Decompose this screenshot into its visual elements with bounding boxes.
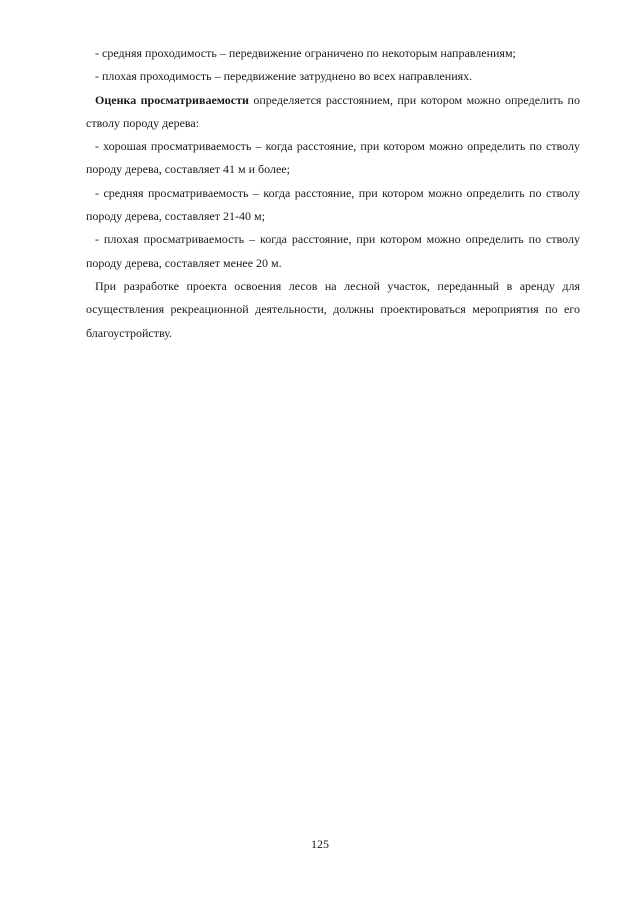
paragraph-poor-visibility: - плохая просматриваемость – когда расстояние, при котором можно определить по стволу породу дерева, составляет менее 20 м.: [86, 232, 580, 270]
paragraph-good-visibility: - хорошая просматриваемость – когда расстояние, при котором можно определить по стволу породу дерева, составляет 41 м и более;: [86, 139, 580, 177]
term-visibility-assessment: Оценка просматриваемости: [95, 92, 249, 107]
paragraph-poor-passability: - плохая проходимость – передвижение затруднено во всех направлениях.: [95, 69, 473, 84]
page-number: 125: [311, 837, 329, 851]
paragraph-average-visibility: - средняя просматриваемость – когда расстояние, при котором можно определить по стволу породу дерева, составляет 21-40 м;: [86, 185, 580, 224]
paragraph-visibility-assessment: Оценка просматриваемости определяется расстоянием, при котором можно определить по стволу породу дерева:: [86, 92, 580, 130]
paragraph-project-development: При разработке проекта освоения лесов на лесной участок, переданный в аренду для осуществления рекреационной деятельности, должны проектироваться мероприятия по его благоустройству.: [86, 278, 580, 340]
document-body: [86, 42, 580, 345]
paragraph-average-passability: - средняя проходимость – передвижение ограничено по некоторым направлениям;: [95, 46, 516, 60]
